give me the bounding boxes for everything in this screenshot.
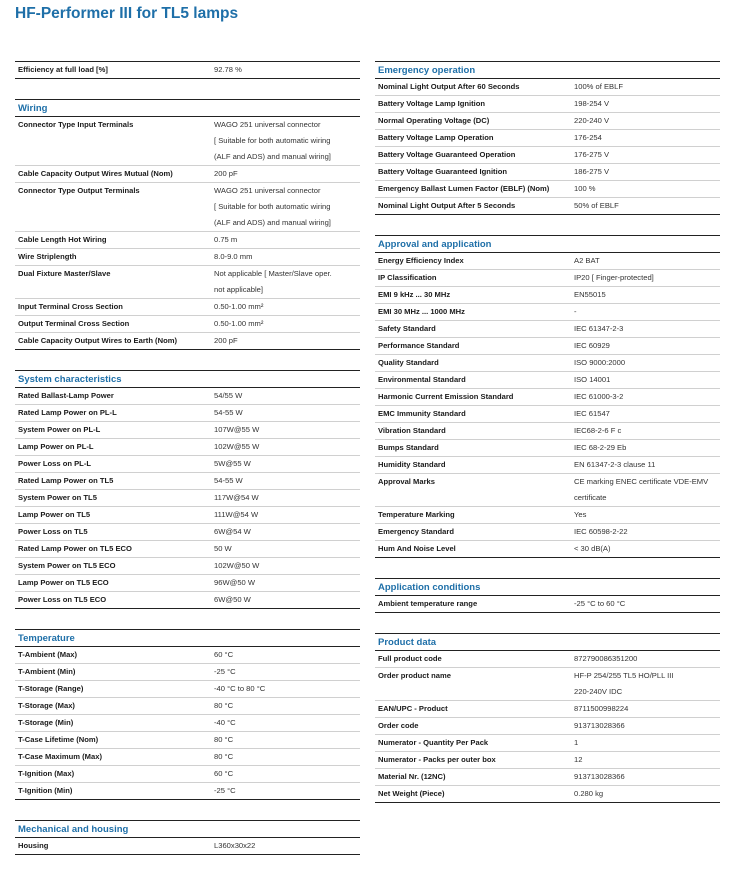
spec-row [375,523,720,540]
spec-value [211,316,360,332]
spec-value [211,166,360,182]
spec-value [211,490,360,506]
spec-value-line: 100 % [574,184,596,193]
spec-row [15,298,360,315]
right-column [375,61,720,823]
spec-row [375,405,720,422]
spec-row [15,404,360,421]
spec-value [211,333,360,349]
spec-row [375,303,720,320]
section-header: Wiring [15,100,360,117]
spec-row [15,182,360,231]
spec-value-line: 176-254 [574,133,602,142]
spec-value [211,698,360,714]
spec-value-line: 200 pF [214,336,238,345]
spec-row [375,129,720,146]
spec-value-line: -25 °C [214,786,236,795]
spec-value [211,541,360,557]
spec-row [375,95,720,112]
spec-label: Nominal Light Output After 5 Seconds [378,201,516,210]
spec-value-line: WAGO 251 universal connector [214,186,321,195]
spec-row [375,422,720,439]
spec-row [375,785,720,802]
spec-value-line: 8711500998224 [574,704,629,713]
spec-row [375,320,720,337]
spec-label: Cable Length Hot Wiring [18,235,107,244]
spec-label: Temperature Marking [378,510,455,519]
spec-value-line: IP20 [ Finger-protected] [574,273,654,282]
spec-value-line: IEC 61000-3-2 [574,392,624,401]
spec-value [211,664,360,680]
spec-value [571,507,720,523]
spec-value-line: IEC 61547 [574,409,610,418]
spec-label: Output Terminal Cross Section [18,319,130,328]
spec-label: T-Ambient (Max) [18,650,78,659]
section-mechanical-and-housing [15,820,360,855]
spec-value-line: 111W@54 W [214,510,259,519]
spec-value [571,79,720,95]
spec-value-line: 6W@54 W [214,527,251,536]
spec-value-line: [ Suitable for both automatic wiring [214,136,331,145]
spec-label: Emergency Ballast Lumen Factor (EBLF) (Nom) [378,184,550,193]
spec-value-line: 220-240V IDC [574,687,623,696]
spec-value-line: - [574,307,577,316]
spec-label: Power Loss on TL5 ECO [18,595,107,604]
spec-row [15,765,360,782]
spec-row [15,782,360,799]
section-header: Mechanical and housing [15,821,360,838]
spec-label: System Power on PL-L [18,425,101,434]
spec-label: Rated Lamp Power on TL5 ECO [18,544,132,553]
spec-row [375,734,720,751]
spec-value [211,766,360,782]
spec-row [375,180,720,197]
section-header: Product data [375,634,720,651]
spec-row [15,117,360,165]
spec-value-line: IEC68-2-6 F c [574,426,622,435]
spec-value-line: 872790086351200 [574,654,638,663]
spec-value-line: not applicable] [214,285,263,294]
spec-row [15,265,360,298]
spec-label: Environmental Standard [378,375,466,384]
spec-value [571,164,720,180]
spec-row [375,439,720,456]
spec-row [375,388,720,405]
spec-row [375,112,720,129]
spec-row [375,354,720,371]
spec-label: Rated Lamp Power on TL5 [18,476,114,485]
spec-label: Hum And Noise Level [378,544,456,553]
spec-value-line: HF-P 254/255 TL5 HO/PLL III [574,671,674,680]
spec-value [211,681,360,697]
spec-label: Cable Capacity Output Wires Mutual (Nom) [18,169,173,178]
spec-label: Lamp Power on PL-L [18,442,94,451]
spec-value [211,422,360,438]
spec-label: Numerator - Packs per outer box [378,755,496,764]
spec-label: Dual Fixture Master/Slave [18,269,111,278]
spec-value [211,183,360,231]
spec-row [15,647,360,663]
section-product-data [375,633,720,803]
spec-value-line: 913713028366 [574,721,625,730]
spec-value-line: 54-55 W [214,408,243,417]
spec-value-line: 92.78 % [214,65,242,74]
spec-value-line: CE marking ENEC certificate VDE-EMV [574,477,709,486]
spec-label: T-Storage (Min) [18,718,74,727]
spec-row [375,596,720,612]
section-wiring [15,99,360,350]
spec-value-line: IEC 60598-2-22 [574,527,628,536]
spec-value [571,389,720,405]
spec-row [15,315,360,332]
spec-value-line: [ Suitable for both automatic wiring [214,202,331,211]
spec-value-line: 107W@55 W [214,425,260,434]
spec-value-line: -40 °C to 80 °C [214,684,266,693]
spec-value [211,647,360,663]
spec-value [571,786,720,802]
section-temperature [15,629,360,800]
spec-row [375,667,720,700]
left-column [15,61,360,875]
spec-value-line: 0.280 kg [574,789,604,798]
spec-row [15,574,360,591]
spec-value-line: 12 [574,755,583,764]
spec-row [375,146,720,163]
spec-label: T-Ignition (Max) [18,769,75,778]
spec-row [15,438,360,455]
spec-value [571,372,720,388]
spec-row [15,231,360,248]
spec-value-line: 1 [574,738,579,747]
spec-value-line: -25 °C [214,667,236,676]
spec-value-line: 176-275 V [574,150,610,159]
spec-value [571,651,720,667]
spec-label: Lamp Power on TL5 ECO [18,578,109,587]
spec-row [15,663,360,680]
spec-label: Battery Voltage Lamp Operation [378,133,494,142]
spec-row [375,286,720,303]
spec-label: Power Loss on PL-L [18,459,91,468]
spec-label: EMC Immunity Standard [378,409,466,418]
spec-value-line: < 30 dB(A) [574,544,611,553]
spec-row [375,456,720,473]
spec-value-line: 220-240 V [574,116,610,125]
spec-value [211,456,360,472]
spec-label: System Power on TL5 [18,493,97,502]
spec-value-line: ISO 14001 [574,375,611,384]
spec-label: System Power on TL5 ECO [18,561,116,570]
spec-value-line: 50 W [214,544,232,553]
spec-value [211,507,360,523]
spec-value-line: 0.75 m [214,235,238,244]
spec-value [571,147,720,163]
section-system-characteristics [15,370,360,609]
spec-value-line: 80 °C [214,701,234,710]
spec-value-line: 102W@55 W [214,442,260,451]
spec-value [211,473,360,489]
spec-label: T-Case Lifetime (Nom) [18,735,99,744]
spec-value [571,701,720,717]
spec-value [571,752,720,768]
spec-value-line: (ALF and ADS) and manual wiring] [214,218,331,227]
spec-label: Efficiency at full load [%] [18,65,108,74]
spec-label: Power Loss on TL5 [18,527,88,536]
section-header: Application conditions [375,579,720,596]
spec-row [375,197,720,214]
spec-label: Battery Voltage Guaranteed Ignition [378,167,507,176]
spec-value [571,321,720,337]
spec-value [211,732,360,748]
spec-row [15,421,360,438]
spec-value-line: 102W@50 W [214,561,260,570]
spec-row [375,506,720,523]
spec-value-line: 80 °C [214,735,234,744]
spec-label: Normal Operating Voltage (DC) [378,116,490,125]
spec-label: EMI 30 MHz ... 1000 MHz [378,307,465,316]
spec-row [15,455,360,472]
spec-value [571,735,720,751]
spec-label: EAN/UPC - Product [378,704,448,713]
spec-value-line: 8.0-9.0 mm [214,252,253,261]
spec-value [211,838,360,854]
spec-value [211,249,360,265]
spec-row [375,163,720,180]
spec-row [15,714,360,731]
spec-value [571,304,720,320]
spec-label: Vibration Standard [378,426,446,435]
spec-value [211,62,360,78]
spec-value [571,406,720,422]
spec-value [571,769,720,785]
spec-row [375,79,720,95]
spec-label: Battery Voltage Guaranteed Operation [378,150,516,159]
spec-value-line: Not applicable [ Master/Slave oper. [214,269,332,278]
spec-value-line: IEC 60929 [574,341,610,350]
spec-row [375,768,720,785]
spec-value-line: 100% of EBLF [574,82,623,91]
spec-row [15,731,360,748]
spec-value-line: L360x30x22 [214,841,256,850]
spec-row [375,371,720,388]
spec-value [211,388,360,404]
spec-value [211,117,360,165]
spec-value [571,457,720,473]
spec-label: EMI 9 kHz ... 30 MHz [378,290,451,299]
spec-label: Order product name [378,671,451,680]
spec-value [571,423,720,439]
spec-value [571,96,720,112]
spec-row [375,269,720,286]
spec-value-line: 60 °C [214,650,234,659]
spec-value [211,592,360,608]
spec-value-line: EN 61347-2-3 clause 11 [574,460,656,469]
spec-row [15,506,360,523]
spec-row [375,540,720,557]
spec-value-line: (ALF and ADS) and manual wiring] [214,152,331,161]
spec-value-line: IEC 61347-2-3 [574,324,624,333]
spec-label: Emergency Standard [378,527,454,536]
spec-value-line: 54-55 W [214,476,243,485]
spec-value [571,287,720,303]
spec-value-line: Yes [574,510,587,519]
spec-row [15,540,360,557]
section-header: System characteristics [15,371,360,388]
spec-value [571,474,720,506]
spec-value-line: ISO 9000:2000 [574,358,626,367]
spec-label: T-Storage (Max) [18,701,75,710]
spec-row [15,248,360,265]
spec-row [15,697,360,714]
spec-label: Lamp Power on TL5 [18,510,91,519]
spec-label: Rated Ballast-Lamp Power [18,391,114,400]
spec-row [15,680,360,697]
spec-value [211,524,360,540]
spec-label: Battery Voltage Lamp Ignition [378,99,486,108]
spec-value [571,338,720,354]
spec-value [571,253,720,269]
spec-value-line: 198-254 V [574,99,610,108]
spec-value-line: -25 °C to 60 °C [574,599,626,608]
spec-label: Connector Type Output Terminals [18,186,140,195]
spec-label: Material Nr. (12NC) [378,772,446,781]
spec-value-line: 5W@55 W [214,459,251,468]
spec-value [211,575,360,591]
spec-row [375,717,720,734]
spec-value [571,541,720,557]
spec-value-line: 54/55 W [214,391,243,400]
spec-value-line: EN55015 [574,290,606,299]
spec-value [211,749,360,765]
spec-label: Order code [378,721,419,730]
spec-value-line: certificate [574,493,607,502]
spec-value [571,524,720,540]
spec-value [571,270,720,286]
spec-label: Performance Standard [378,341,460,350]
spec-label: Connector Type Input Terminals [18,120,134,129]
section-header: Approval and application [375,236,720,253]
spec-label: T-Ignition (Min) [18,786,73,795]
spec-label: Rated Lamp Power on PL-L [18,408,117,417]
spec-row [15,62,360,78]
spec-label: Approval Marks [378,477,435,486]
spec-label: Humidity Standard [378,460,446,469]
spec-label: IP Classification [378,273,437,282]
spec-label: Harmonic Current Emission Standard [378,392,514,401]
page-title: HF-Performer III for TL5 lamps [15,5,239,22]
spec-value [211,783,360,799]
spec-label: Nominal Light Output After 60 Seconds [378,82,520,91]
section-header: Temperature [15,630,360,647]
spec-value [571,718,720,734]
spec-label: Wire Striplength [18,252,77,261]
spec-value-line: 0.50-1.00 mm² [214,319,264,328]
spec-value [571,355,720,371]
spec-row [15,489,360,506]
spec-value [571,596,720,612]
spec-row [375,253,720,269]
spec-label: Full product code [378,654,442,663]
spec-value-line: 0.50-1.00 mm² [214,302,264,311]
spec-value-line: WAGO 251 universal connector [214,120,321,129]
spec-value-line: 117W@54 W [214,493,259,502]
spec-value [211,299,360,315]
spec-value-line: 50% of EBLF [574,201,619,210]
spec-value-line: 96W@50 W [214,578,256,587]
spec-value-line: 913713028366 [574,772,625,781]
section-emergency-operation [375,61,720,215]
spec-label: Housing [18,841,49,850]
spec-value-line: A2 BAT [574,256,600,265]
spec-row [15,388,360,404]
spec-label: Input Terminal Cross Section [18,302,123,311]
spec-row [15,472,360,489]
spec-label: Energy Efficiency Index [378,256,464,265]
spec-row [15,838,360,854]
spec-label: T-Ambient (Min) [18,667,76,676]
spec-value [211,266,360,298]
spec-value [571,440,720,456]
spec-label: Bumps Standard [378,443,439,452]
spec-row [375,751,720,768]
spec-row [15,557,360,574]
spec-value [571,181,720,197]
spec-value-line: 80 °C [214,752,234,761]
spec-row [375,700,720,717]
section-application-conditions [375,578,720,613]
spec-label: Numerator - Quantity Per Pack [378,738,489,747]
spec-value-line: 186-275 V [574,167,610,176]
spec-value-line: 6W@50 W [214,595,251,604]
spec-value [571,113,720,129]
spec-row [375,337,720,354]
spec-value-line: -40 °C [214,718,236,727]
spec-value-line: 200 pF [214,169,238,178]
spec-value [211,715,360,731]
spec-label: Quality Standard [378,358,439,367]
spec-row [15,165,360,182]
spec-label: Net Weight (Piece) [378,789,445,798]
section-approval-and-application [375,235,720,558]
spec-row [15,523,360,540]
spec-label: Safety Standard [378,324,436,333]
spec-row [375,651,720,667]
spec-value [571,130,720,146]
spec-row [15,332,360,349]
spec-row [375,473,720,506]
spec-value [211,232,360,248]
spec-label: Ambient temperature range [378,599,478,608]
spec-value [571,668,720,700]
section-general [15,61,360,79]
spec-value [211,439,360,455]
section-header: Emergency operation [375,62,720,79]
spec-value [211,558,360,574]
spec-value [211,405,360,421]
spec-label: T-Case Maximum (Max) [18,752,102,761]
spec-value [571,198,720,214]
spec-value-line: 60 °C [214,769,234,778]
spec-label: T-Storage (Range) [18,684,84,693]
spec-row [15,591,360,608]
spec-value-line: IEC 68-2-29 Eb [574,443,627,452]
spec-label: Cable Capacity Output Wires to Earth (Nom) [18,336,177,345]
spec-row [15,748,360,765]
